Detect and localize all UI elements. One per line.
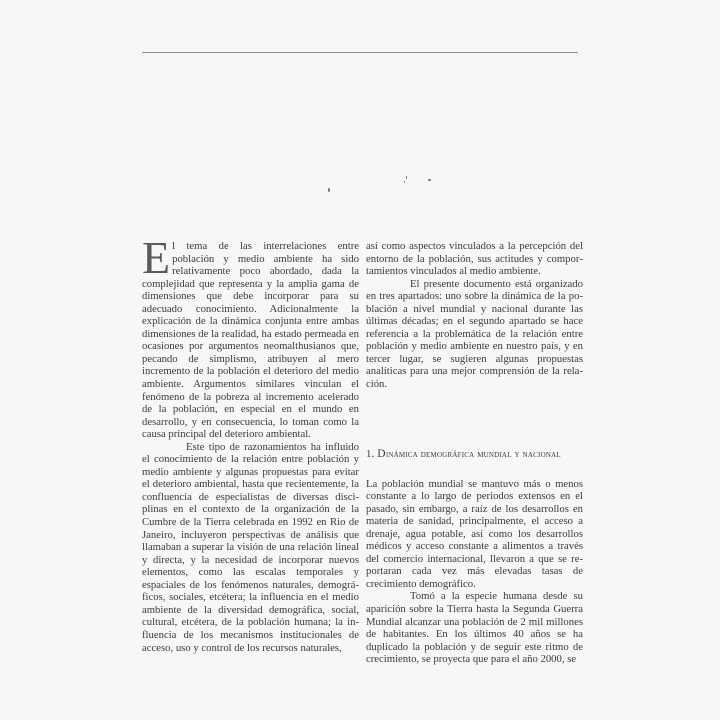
section-number: 1.: [366, 447, 375, 460]
body-paragraph: Este tipo de razonamientos ha influido el conocimiento de la relación entre población y medio ambiente y algunas propuestas para evitar el deterioro ambiental, hasta que recientemente, la confluencia de especialistas de diversas disciplinas en el contexto de la organización de la Cumbre de la Tierra celebrada en 1992 en Rio de Janeiro, incluyeron perspectivas de análisis que llamaban a superar la visión de una relación lineal y directa, y la necesidad de incorporar nuevos elementos, como las escalas temporales y espaciales de los fenómenos naturales, demográficos, sociales, etcétera; la influencia en el medio ambiente de la diversidad demográfica, social, cultural, etcétera, de la población humana; la influencia de los mecanismos institucionales de acceso, uso y control de los recursos naturales,: [142, 440, 359, 654]
intro-text: l tema de las interrelaciones entre población y medio ambiente ha sido relativamente poco abordado, dada la complejidad que representa y la amplia gama de dimensiones que debe incorporar para su adecuado conocimiento. Adicionalmente la explicación de la dinámica conjunta entre ambas dimensiones de la realidad, ha estado permeada en ocasiones por argumentos neomalthusianos que, pecando de simplismo, atribuyen al mero incremento de la población el deterioro del medio ambiente. Argumentos similares vinculan el fenómeno de la pobreza al incremento acelerado de la población, en especial en el mundo en desarrollo, y en consecuencia, lo toman como la causa principal del deterioro ambiental.: [142, 240, 359, 441]
left-column: [142, 232, 359, 654]
body-paragraph: Tomó a la especie humana desde su aparición sobre la Tierra hasta la Segunda Guerra Mundial alcanzar una población de 2 mil millones de habitantes. En los últimos 40 años se ha duplicado la población y de seguir este ritmo de crecimiento, se proyecta que para el año 2000, se: [366, 590, 583, 666]
section-heading-lead: D: [377, 447, 386, 460]
header-rule: [142, 52, 578, 53]
body-paragraph: El presente documento está organizado en tres apartados: uno sobre la dinámica de la población a nivel mundial y nacional durante las últimas décadas; en el segundo apartado se hace referencia a la problemática de la relación entre población y medio ambiente en nuestro país, y en tercer lugar, se sugieren algunas propuestas analíticas para una mejor comprensión de la relación.: [366, 277, 583, 391]
scan-speck: [404, 181, 405, 183]
intro-paragraph: [142, 232, 359, 441]
scan-speck: [406, 176, 407, 179]
right-column: [366, 240, 583, 666]
section-heading: [366, 443, 583, 465]
section-heading-text: inámica demográfica mundial y nacional: [385, 447, 561, 460]
drop-cap: E: [142, 232, 171, 283]
scan-speck: [428, 179, 431, 181]
body-paragraph: así como aspectos vinculados a la percepción del entorno de la población, sus actitudes y comportamientos vinculados al medio ambiente.: [366, 240, 583, 278]
scan-speck: [328, 188, 330, 192]
body-paragraph: La población mundial se mantuvo más o menos constante a lo largo de periodos extensos en el pasado, sin embargo, a raíz de los desarrollos en materia de sanidad, principalmente, el acceso a drenaje, agua potable, así como los desarrollos médicos y acceso constante a alimentos a través del comercio internacional, llevaron a que se reportaran cada vez más elevadas tasas de crecimiento demográfico.: [366, 477, 583, 590]
